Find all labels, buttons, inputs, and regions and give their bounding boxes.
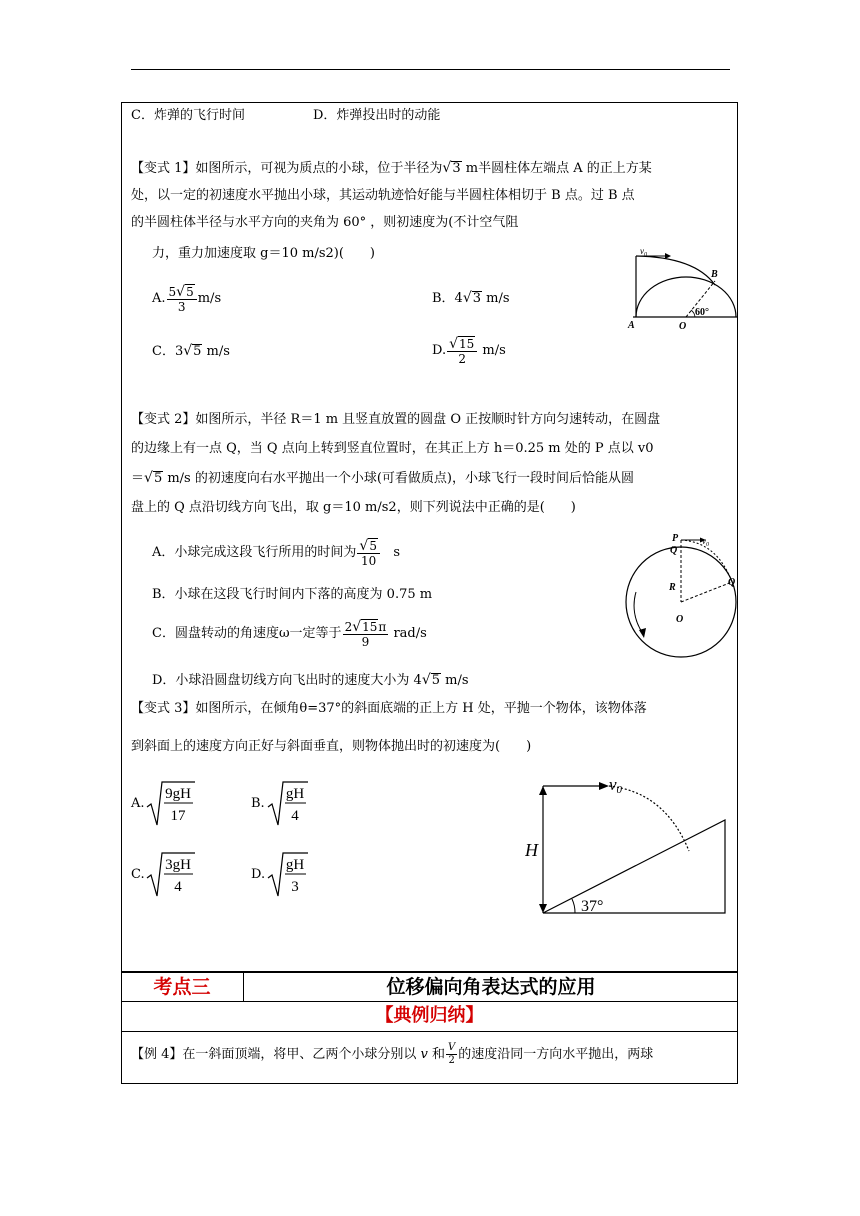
v3-option-b-denominator: 4	[291, 808, 299, 824]
v2-fig-v0-label: $v_0$	[702, 536, 709, 548]
v1-fig-angle-label: 60°	[695, 307, 709, 318]
v2-fig-label-q-top: Q	[670, 545, 678, 556]
v3-option-d-numerator: gH	[285, 857, 305, 873]
v2-fig-label-r: R	[669, 582, 676, 593]
v3-option-b-radical	[266, 779, 310, 829]
v1-line-4: 力，重力加速度取 g＝10 m/s2)( )	[152, 246, 375, 261]
v2-fig-label-q-right: Q	[728, 577, 736, 588]
option-c-bomb-time: C．炸弹的飞行时间	[131, 108, 245, 123]
typical-examples-heading: 【典例归纳】	[121, 1002, 738, 1032]
v2-option-c: C．圆盘转动的角速度ω一定等于 $\frac{2√15\pi}{9}$ rad/s	[152, 618, 427, 649]
v2-fig-label-o: O	[676, 614, 684, 625]
v3-option-c-label: C.	[131, 867, 145, 882]
v3-fig-label-h: H	[525, 840, 538, 860]
v2-line-1: 【变式 2】如图所示，半径 R＝1 m 且竖直放置的圆盘 O 正按顺时针方向匀速转动，在圆盘	[131, 412, 661, 427]
v3-fig-angle-label: 37°	[581, 898, 604, 915]
v1-line-2: 处，以一定的初速度水平抛出小球，其运动轨迹恰好能与半圆柱体相切于 B 点。过 B 点	[131, 188, 635, 203]
v3-option-b-label: B.	[251, 796, 265, 811]
option-d-bomb-energy: D．炸弹投出时的动能	[313, 108, 441, 123]
v3-option-c-radical	[145, 850, 197, 900]
v3-line-2: 到斜面上的速度方向正好与斜面垂直，则物体抛出时的初速度为( )	[131, 739, 532, 754]
v3-option-b-numerator: gH	[285, 786, 305, 802]
v1-fig-label-a: A	[628, 320, 635, 331]
v1-semicircle-figure	[625, 245, 740, 335]
v3-incline-figure	[525, 776, 730, 918]
v3-option-a-radical	[145, 779, 197, 829]
v1-option-d: D. $\frac{√15}{2}$ m/s	[432, 335, 506, 366]
section-label-kaodian: 考点三	[121, 973, 244, 1001]
v2-line-2: 的边缘上有一点 Q，当 Q 点向上转到竖直位置时，在其正上方 h＝0.25 m 处的 P 点以 v0	[131, 441, 654, 456]
v1-option-c: C．3√5 m/s	[152, 343, 230, 359]
v3-line-1: 【变式 3】如图所示，在倾角θ=37°的斜面底端的正上方 H 处，平抛一个物体，该物体落	[131, 701, 647, 716]
v3-fig-v0-label: v0	[609, 776, 623, 796]
v3-option-c-denominator: 4	[174, 879, 182, 895]
v2-disc-figure	[622, 532, 740, 664]
section-title: 位移偏向角表达式的应用	[386, 976, 596, 998]
v3-option-c-numerator: 3gH	[165, 857, 191, 873]
v3-option-d-denominator: 3	[291, 879, 299, 895]
v1-line-3: 的半圆柱体半径与水平方向的夹角为 60° ，则初速度为(不计空气阻	[131, 215, 519, 230]
v1-line-1: 【变式 1】如图所示，可视为质点的小球，位于半径为√3 m半圆柱体左端点 A 的正上方某	[131, 160, 652, 176]
v3-option-a-denominator: 17	[170, 808, 186, 824]
v3-option-d-radical	[266, 850, 310, 900]
v2-line-4: 盘上的 Q 点沿切线方向飞出，取 g＝10 m/s2，则下列说法中正确的是( )	[131, 500, 576, 515]
v3-option-a-label: A.	[131, 796, 145, 811]
section-header-row	[121, 971, 738, 1002]
v2-option-a: A．小球完成这段飞行所用的时间为 $\frac{√5}{10}$ s	[152, 537, 401, 568]
v2-option-b: B．小球在这段飞行时间内下落的高度为 0.75 m	[152, 587, 433, 602]
v3-option-d-label: D.	[251, 867, 266, 882]
v2-fig-label-p: P	[672, 533, 679, 544]
v1-fig-label-b: B	[711, 269, 718, 280]
v3-option-a-numerator: 9gH	[165, 786, 191, 802]
v1-option-b: B．4√3 m/s	[432, 290, 510, 306]
header-rule	[131, 69, 730, 70]
v2-line-3: ＝√5 m/s 的初速度向右水平抛出一个小球(可看做质点)，小球飞行一段时间后恰能从圆	[131, 470, 635, 486]
v1-option-a: A. $\frac{5√5}{3}$ m/s	[152, 283, 222, 314]
example-4-line: 【例 4】在一斜面顶端，将甲、乙两个小球分别以 v 和 $\frac{V}{2}$ 的速度沿同一方向水平抛出，两球	[131, 1042, 654, 1066]
v2-option-d: D．小球沿圆盘切线方向飞出时的速度大小为 4√5 m/s	[152, 672, 469, 688]
v1-fig-v0-label: $v_0$	[640, 246, 647, 258]
v1-fig-label-o: O	[679, 321, 687, 332]
